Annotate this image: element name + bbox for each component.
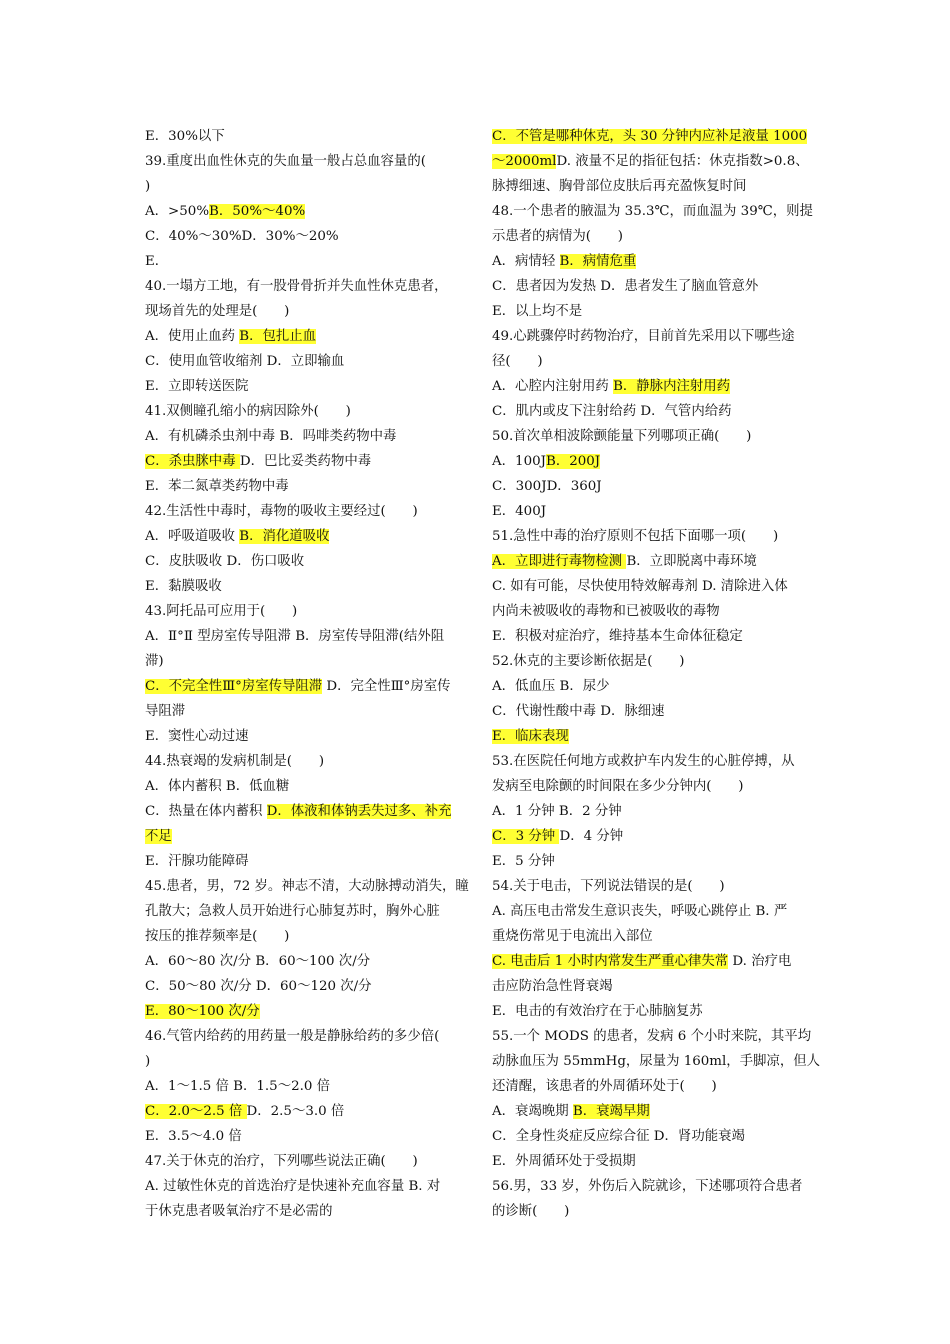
text-segment: 内尚未被吸收的毒物和已被吸收的毒物 <box>492 604 720 619</box>
text-line <box>492 249 810 274</box>
text-line <box>145 149 463 174</box>
highlighted-answer: C．3 分钟 <box>492 829 560 844</box>
text-line <box>492 1074 810 1099</box>
text-segment: 于休克患者吸氧治疗不是必需的 <box>145 1204 333 1219</box>
text-segment: A．使用止血药 <box>145 329 240 344</box>
text-line <box>145 599 463 624</box>
text-line <box>492 949 810 974</box>
text-line <box>145 349 463 374</box>
text-line <box>492 399 810 424</box>
text-segment: ) <box>145 1054 151 1069</box>
text-line <box>492 649 810 674</box>
highlighted-answer: C. 电击后 1 小时内常发生严重心律失常 <box>492 954 729 969</box>
text-line <box>492 349 810 374</box>
text-segment: 50.首次单相波除颤能量下列哪项正确( ) <box>492 429 752 444</box>
text-segment: E．立即转送医院 <box>145 379 249 394</box>
text-line <box>145 1099 463 1124</box>
text-line <box>145 1049 463 1074</box>
text-line <box>492 874 810 899</box>
text-line <box>145 874 469 899</box>
text-segment: E．黏膜吸收 <box>145 579 222 594</box>
text-line <box>492 474 810 499</box>
text-segment: 现场首先的处理是( ) <box>145 304 290 319</box>
text-line <box>492 724 810 749</box>
highlighted-answer: B．包扎止血 <box>239 329 317 344</box>
text-line <box>145 624 463 649</box>
text-segment: 41.双侧瞳孔缩小的病因除外( ) <box>145 404 351 419</box>
text-line <box>492 849 810 874</box>
text-line <box>492 549 810 574</box>
text-segment: 发病至电除颤的时间限在多少分钟内( ) <box>492 779 744 794</box>
text-line <box>492 924 810 949</box>
text-line <box>492 324 810 349</box>
text-line <box>145 299 463 324</box>
text-line <box>145 224 463 249</box>
text-line <box>145 449 463 474</box>
text-segment: A．>50% <box>145 204 210 219</box>
text-segment: 动脉血压为 55mmHg，尿量为 160ml，手脚凉，但人 <box>492 1054 820 1069</box>
text-segment: D．2.5～3.0 倍 <box>246 1104 345 1119</box>
text-line <box>492 1149 810 1174</box>
text-segment: 滞) <box>145 654 164 669</box>
text-line <box>492 599 810 624</box>
text-line <box>492 1199 810 1224</box>
highlighted-answer: B．病情危重 <box>559 254 637 269</box>
text-segment: E．积极对症治疗，维持基本生命体征稳定 <box>492 629 743 644</box>
text-segment: D. 液量不足的指征包括：休克指数>0.8、 <box>556 154 809 169</box>
text-segment: 55.一个 MODS 的患者，发病 6 个小时来院，其平均 <box>492 1029 812 1044</box>
text-line <box>492 524 810 549</box>
text-segment: 47.关于休克的治疗，下列哪些说法正确( ) <box>145 1154 418 1169</box>
highlighted-answer: C．不完全性Ⅲ°房室传导阻滞 <box>145 679 323 694</box>
text-segment: 击应防治急性肾衰竭 <box>492 979 613 994</box>
text-line <box>492 1024 810 1049</box>
text-line <box>492 624 810 649</box>
text-line <box>145 699 463 724</box>
highlighted-answer: A．立即进行毒物检测 <box>492 554 627 569</box>
text-segment: E．苯二氮䓬类药物中毒 <box>145 479 289 494</box>
text-segment: A．心腔内注射用药 <box>492 379 614 394</box>
text-line <box>492 174 810 199</box>
text-segment: A．病情轻 <box>492 254 560 269</box>
text-segment: C．皮肤吸收 D．伤口吸收 <box>145 554 305 569</box>
text-segment: B．立即脱离中毒环境 <box>626 554 757 569</box>
text-segment: ) <box>145 179 151 194</box>
text-segment: 54.关于电击，下列说法错误的是( ) <box>492 879 725 894</box>
text-line <box>145 824 463 849</box>
text-segment: A．100J <box>492 454 546 469</box>
left-column <box>145 124 469 1224</box>
text-line <box>492 749 810 774</box>
text-line <box>145 574 463 599</box>
text-line <box>492 449 810 474</box>
text-segment: C．50～80 次/分 D．60～120 次/分 <box>145 979 372 994</box>
text-line <box>492 1124 810 1149</box>
highlighted-answer: C．杀虫脒中毒 <box>145 454 240 469</box>
text-line <box>492 674 810 699</box>
text-segment: E．汗腺功能障碍 <box>145 854 249 869</box>
text-segment: D．巴比妥类药物中毒 <box>239 454 372 469</box>
text-segment: A．60～80 次/分 B．60～100 次/分 <box>145 954 371 969</box>
text-segment: 51.急性中毒的治疗原则不包括下面哪一项( ) <box>492 529 779 544</box>
text-line <box>145 374 463 399</box>
text-segment: A．1 分钟 B．2 分钟 <box>492 804 622 819</box>
text-line <box>492 974 810 999</box>
text-segment: E．30%以下 <box>145 129 225 144</box>
text-segment: A. 高压电击常发生意识丧失，呼吸心跳停止 B. 严 <box>492 904 788 919</box>
text-line <box>492 999 810 1024</box>
text-segment: E．窦性心动过速 <box>145 729 249 744</box>
text-segment: E．400J <box>492 504 547 519</box>
highlighted-answer: E．临床表现 <box>492 729 569 744</box>
text-segment: D．4 分钟 <box>559 829 624 844</box>
text-segment: 脉搏细速、胸骨部位皮肤后再充盈恢复时间 <box>492 179 747 194</box>
highlighted-answer: E．80～100 次/分 <box>145 1004 260 1019</box>
highlighted-answer: B．消化道吸收 <box>239 529 330 544</box>
text-segment: C．使用血管收缩剂 D．立即输血 <box>145 354 345 369</box>
text-line <box>145 524 463 549</box>
text-segment: 孔散大；急救人员开始进行心肺复苏时，胸外心脏 <box>145 904 440 919</box>
text-line <box>145 899 463 924</box>
text-segment: 39.重度出血性休克的失血量一般占总血容量的( <box>145 154 426 169</box>
text-segment: 径( ) <box>492 354 543 369</box>
text-segment: C．代谢性酸中毒 D．脉细速 <box>492 704 665 719</box>
text-line <box>492 224 810 249</box>
text-line <box>145 1124 463 1149</box>
highlighted-answer: C．不管是哪种休克，头 30 分钟内应补足液量 1000 <box>492 129 808 144</box>
text-line <box>145 924 463 949</box>
highlighted-answer: D．体液和体钠丢失过多、补充 <box>266 804 452 819</box>
text-line <box>492 424 810 449</box>
text-segment: 重烧伤常见于电流出入部位 <box>492 929 653 944</box>
highlighted-answer: B．衰竭早期 <box>572 1104 650 1119</box>
text-segment: A．体内蓄积 B．低血糖 <box>145 779 290 794</box>
text-segment: D．完全性Ⅲ°房室传 <box>322 679 451 694</box>
text-line <box>145 1074 463 1099</box>
highlighted-answer: B．200J <box>546 454 601 469</box>
highlighted-answer: B．50%～40% <box>209 204 306 219</box>
text-line <box>492 374 810 399</box>
text-line <box>492 699 810 724</box>
text-segment: 示患者的病情为( ) <box>492 229 623 244</box>
text-segment: A. 过敏性休克的首选治疗是快速补充血容量 B. 对 <box>145 1179 441 1194</box>
text-line <box>492 199 813 224</box>
text-segment: 56.男，33 岁，外伤后入院就诊，下述哪项符合患者 <box>492 1179 803 1194</box>
text-segment: 43.阿托品可应用于( ) <box>145 604 298 619</box>
text-line <box>145 749 463 774</box>
text-segment: C．40%～30%D．30%～20% <box>145 229 339 244</box>
highlighted-answer: 不足 <box>145 829 172 844</box>
text-line <box>145 249 463 274</box>
text-line <box>145 124 463 149</box>
text-segment: 42.生活性中毒时，毒物的吸收主要经过( ) <box>145 504 418 519</box>
text-line <box>145 999 463 1024</box>
text-line <box>145 674 463 699</box>
text-segment: E．5 分钟 <box>492 854 555 869</box>
text-line <box>145 774 463 799</box>
text-line <box>145 724 463 749</box>
text-segment: 的诊断( ) <box>492 1204 570 1219</box>
highlighted-answer: B．静脉内注射用药 <box>613 379 731 394</box>
text-segment: A．有机磷杀虫剂中毒 B．吗啡类药物中毒 <box>145 429 397 444</box>
text-line <box>145 474 463 499</box>
text-segment: 53.在医院任何地方或救护车内发生的心脏停搏，从 <box>492 754 795 769</box>
text-line <box>492 1174 810 1199</box>
text-segment: 46.气管内给药的用药量一般是静脉给药的多少倍( <box>145 1029 440 1044</box>
text-segment: 44.热衰竭的发病机制是( ) <box>145 754 325 769</box>
text-segment: C．患者因为发热 D．患者发生了脑血管意外 <box>492 279 759 294</box>
text-segment: E． <box>145 254 169 269</box>
text-segment: 48.一个患者的腋温为 35.3℃，而血温为 39℃，则提 <box>492 204 813 219</box>
text-line <box>145 1174 463 1199</box>
text-line <box>492 574 810 599</box>
text-line <box>145 1024 463 1049</box>
text-line <box>492 1049 820 1074</box>
text-segment: A．衰竭晚期 <box>492 1104 573 1119</box>
text-line <box>492 1099 810 1124</box>
text-line <box>492 149 810 174</box>
text-segment: 40.一塌方工地，有一股骨骨折并失血性休克患者， <box>145 279 448 294</box>
text-segment: C．肌内或皮下注射给药 D．气管内给药 <box>492 404 732 419</box>
text-segment: E．3.5～4.0 倍 <box>145 1129 242 1144</box>
text-line <box>145 174 463 199</box>
text-line <box>145 399 463 424</box>
text-line <box>145 1149 463 1174</box>
text-segment: 52.休克的主要诊断依据是( ) <box>492 654 685 669</box>
highlighted-answer: ～2000ml <box>492 154 557 169</box>
text-segment: A．1～1.5 倍 B．1.5～2.0 倍 <box>145 1079 331 1094</box>
text-segment: 45.患者，男，72 岁。神志不清，大动脉搏动消失，瞳 <box>145 879 469 894</box>
text-segment: A．Ⅱ°Ⅱ 型房室传导阻滞 B．房室传导阻滞(结外阻 <box>145 629 445 644</box>
text-line <box>145 499 463 524</box>
text-line <box>492 824 810 849</box>
text-line <box>492 124 810 149</box>
text-segment: C．热量在体内蓄积 <box>145 804 267 819</box>
text-line <box>145 1199 463 1224</box>
text-line <box>492 774 810 799</box>
text-line <box>145 199 463 224</box>
highlighted-answer: C．2.0～2.5 倍 <box>145 1104 247 1119</box>
text-line <box>145 649 463 674</box>
text-line <box>145 849 463 874</box>
text-line <box>145 324 463 349</box>
text-segment: 按压的推荐频率是( ) <box>145 929 290 944</box>
text-line <box>492 899 810 924</box>
text-segment: A．低血压 B．尿少 <box>492 679 610 694</box>
text-segment: D. 治疗电 <box>728 954 792 969</box>
text-segment: C. 如有可能，尽快使用特效解毒剂 D. 清除进入体 <box>492 579 788 594</box>
text-segment: C．全身性炎症反应综合征 D．肾功能衰竭 <box>492 1129 745 1144</box>
text-line <box>492 499 810 524</box>
text-line <box>492 799 810 824</box>
text-line <box>145 424 463 449</box>
right-column <box>492 124 820 1224</box>
text-line <box>145 949 463 974</box>
text-segment: E．电击的有效治疗在于心肺脑复苏 <box>492 1004 703 1019</box>
text-segment: A．呼吸道吸收 <box>145 529 240 544</box>
text-line <box>492 299 810 324</box>
text-segment: E．以上均不是 <box>492 304 583 319</box>
text-segment: 导阻滞 <box>145 704 186 719</box>
text-line <box>145 974 463 999</box>
text-line <box>492 274 810 299</box>
text-line <box>145 799 463 824</box>
text-line <box>145 549 463 574</box>
text-segment: 49.心跳骤停时药物治疗，目前首先采用以下哪些途 <box>492 329 795 344</box>
text-segment: C．300JD．360J <box>492 479 602 494</box>
text-line <box>145 274 463 299</box>
text-segment: E．外周循环处于受损期 <box>492 1154 636 1169</box>
text-segment: 还清醒，该患者的外周循环处于( ) <box>492 1079 717 1094</box>
